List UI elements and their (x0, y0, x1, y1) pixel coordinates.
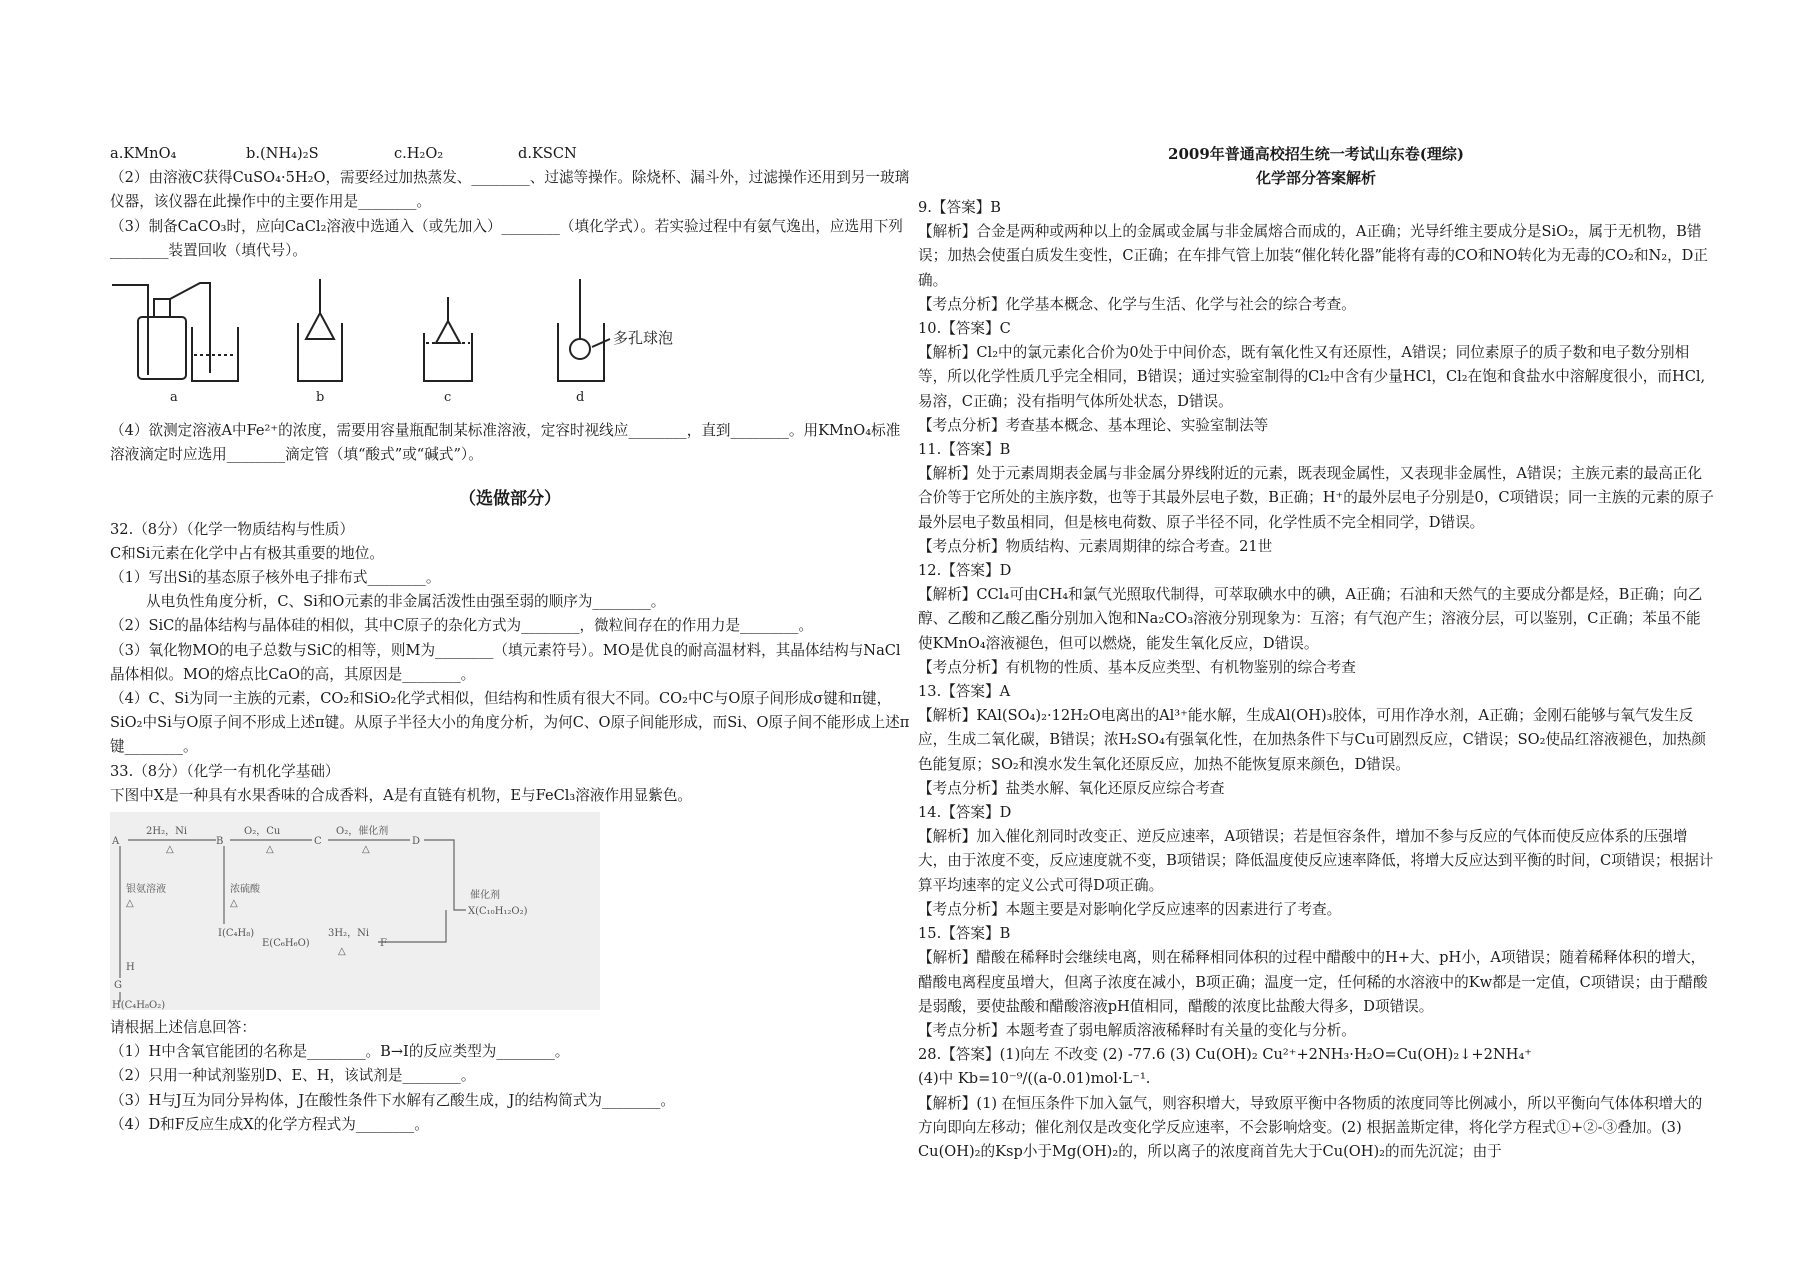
apparatus-label-d: d (576, 390, 585, 406)
answer-11: 11.【答案】B (918, 441, 1011, 459)
analysis-13: 【解析】KAl(SO₄)₂·12H₂O电离出的Al³⁺能水解，生成Al(OH)₃胶体，可用作净水剂，A正确；金刚石能够与氧气发生反应，生成二氧化碳，B错误；浓H₂SO₄有强氧化性，在加热条件下与Cu可剧烈反应，C错误；SO₂使品红溶液褪色，加热颜色能复原；SO₂和溴水发生氧化还原反应，加热不能恢复原来颜色，D错误。 (918, 707, 1706, 773)
flow-node-d: D (412, 836, 421, 848)
q32-heading: 32.（8分）（化学一物质结构与性质） (110, 520, 355, 538)
flow-node-f: F (380, 938, 387, 950)
analysis-15: 【解析】醋酸在稀释时会继续电离，则在稀释相同体积的过程中醋酸中的H+大、pH小，A项错误；随着稀释体积的增大，醋酸电离程度虽增大，但离子浓度在减小，B项正确；温度一定，任何稀的水溶液中的Kw都是一定值，C项错误；由于醋酸是弱酸，要使盐酸和醋酸溶液pH值相同，醋酸的浓度比盐酸大得多，D项错误。 (918, 949, 1708, 1015)
flow-delta-1: △ (166, 844, 174, 856)
point-analysis-11: 【考点分析】物质结构、元素周期律的综合考查。21世 (918, 537, 1273, 555)
left-column (110, 142, 910, 1137)
analysis-10: 【解析】Cl₂中的氯元素化合价为0处于中间价态，既有氧化性又有还原性，A错误；同位素原子的质子数和电子数分别相等，所以化学性质几乎完全相同，B错误；通过实验室制得的Cl₂中含有少量HCl，Cl₂在饱和食盐水中溶解度很小，而HCl,易溶，C正确；没有指明气体所处状态，D错误。 (918, 344, 1706, 410)
apparatus-label-b: b (316, 390, 325, 406)
answer-title: 2009年普通高校招生统一考试山东卷(理综) (1168, 145, 1464, 163)
flow-delta-5: △ (230, 898, 238, 910)
answer-12: 12.【答案】D (918, 562, 1012, 580)
point-analysis-14: 【考点分析】本题主要是对影响化学反应速率的因素进行了考查。 (918, 900, 1342, 918)
answer-28: 28.【答案】(1)向左 不改变 (2) -77.6 (3) Cu(OH)₂ Cu²⁺+2NH₃·H₂O=Cu(OH)₂↓+2NH₄⁺ (918, 1046, 1532, 1064)
flow-reagent-h2so4: 浓硫酸 (230, 884, 260, 896)
answer-28-part4: (4)中 Kb=10⁻⁹/((a-0.01)mol·L⁻¹. (918, 1070, 1151, 1088)
analysis-9: 【解析】合金是两种或两种以上的金属或金属与非金属熔合而成的，A正确；光导纤维主要成分是SiO₂，属于无机物，B错误；加热会使蛋白质发生变性，C正确；在车排气管上加装“催化转化器”能将有毒的CO和NO转化为无毒的CO₂和N₂，D正确。 (918, 223, 1708, 289)
reaction-flowchart-drawing (110, 812, 600, 1010)
apparatus-figure (110, 277, 910, 405)
point-analysis-12: 【考点分析】有机物的性质、基本反应类型、有机物鉴别的综合考查 (918, 658, 1356, 676)
option-d: d.KSCN (518, 145, 577, 162)
flow-delta-3: △ (362, 844, 370, 856)
flow-delta-4: △ (126, 898, 134, 910)
q33-part2: （2）只用一种试剂鉴别D、E、H，该试剂是________。 (110, 1067, 476, 1085)
option-c: c.H₂O₂ (394, 145, 444, 162)
q33-intro: 下图中X是一种具有水果香味的合成香料，A是有直链有机物，E与FeCl₃溶液作用显紫色。 (110, 786, 693, 804)
apparatus-label-c: c (444, 390, 452, 406)
flow-node-a: A (112, 836, 120, 848)
flow-catalyst: 催化剂 (470, 890, 500, 902)
apparatus-note: 多孔球泡 (613, 329, 674, 348)
answer-13: 13.【答案】A (918, 683, 1011, 701)
q32-part4: （4）C、Si为同一主族的元素，CO₂和SiO₂化学式相似，但结构和性质有很大不同。CO₂中C与O原子间形成σ键和π键，SiO₂中Si与O原子间不形成上述π键。从原子半径大小的角度分析，为何C、O原子间能形成，而Si、O原子间不能形成上述π键________。 (110, 690, 910, 756)
flow-h-label: H (126, 962, 135, 974)
flow-reagent-2: O₂，Cu (244, 826, 281, 838)
flow-node-g: G (114, 980, 122, 992)
answer-14: 14.【答案】D (918, 804, 1012, 822)
flow-delta-6: △ (338, 946, 346, 958)
q33-part3: （3）H与J互为同分异构体，J在酸性条件下水解有乙酸生成，J的结构简式为________。 (110, 1091, 675, 1109)
answer-15: 15.【答案】B (918, 925, 1011, 943)
flow-reagent-4: 3H₂，Ni (328, 928, 370, 940)
flow-delta-2: △ (266, 844, 274, 856)
flow-node-h: H(C₄H₈O₂) (112, 1000, 166, 1011)
analysis-14: 【解析】加入催化剂同时改变正、逆反应速率，A项错误；若是恒容条件，增加不参与反应的气体而使反应体系的压强增大，由于浓度不变，反应速度就不变，B项错误；降低温度使反应速率降低，将增大反应达到平衡的时间，C项错误；根据计算平均速率的定义公式可得D项正确。 (918, 828, 1714, 894)
q32-part1b: 从电负性角度分析，C、Si和O元素的非金属活泼性由强至弱的顺序为________。 (146, 593, 666, 611)
elective-section-title: （选做部分） (459, 489, 561, 510)
q31-options (110, 142, 910, 166)
flow-product-x: X(C₁₀H₁₂O₂) (468, 906, 528, 918)
answer-10: 10.【答案】C (918, 320, 1011, 338)
q32-intro: C和Si元素在化学中占有极其重要的地位。 (110, 544, 384, 562)
q33-part4: （4）D和F反应生成X的化学方程式为________。 (110, 1115, 429, 1133)
flow-reagent-naoh: 银氨溶液 (126, 884, 166, 896)
apparatus-label-a: a (170, 390, 178, 406)
flow-node-c: C (314, 836, 322, 848)
q31-part2: （2）由溶液C获得CuSO₄·5H₂O，需要经过加热蒸发、________、过滤等操作。除烧杯、漏斗外，过滤操作还用到另一玻璃仪器，该仪器在此操作中的主要作用是________。 (110, 169, 910, 211)
q33-part1: （1）H中含氧官能团的名称是________。B→I的反应类型为________。 (110, 1043, 570, 1061)
point-analysis-13: 【考点分析】盐类水解、氧化还原反应综合考查 (918, 779, 1225, 797)
flow-node-i: I(C₄H₈) (218, 928, 255, 940)
analysis-12: 【解析】CCl₄可由CH₄和氯气光照取代制得，可萃取碘水中的碘，A正确；石油和天然气的主要成分都是烃，B正确；向乙醇、乙酸和乙酸乙酯分别加入饱和Na₂CO₃溶液分别现象为：互溶；有气泡产生；溶液分层，可以鉴别，C正确；苯虽不能使KMnO₄溶液褪色，但可以燃烧，能发生氧化反应，D错误。 (918, 586, 1703, 652)
answer-9: 9.【答案】B (918, 199, 1002, 216)
point-analysis-10: 【考点分析】考查基本概念、基本理论、实验室制法等 (918, 416, 1269, 434)
q32-part2: （2）SiC的晶体结构与晶体硅的相似，其中C原子的杂化方式为________，微粒间存在的作用力是________。 (110, 617, 814, 635)
option-b: b.(NH₄)₂S (246, 145, 319, 162)
point-analysis-9: 【考点分析】化学基本概念、化学与生活、化学与社会的综合考查。 (918, 295, 1356, 313)
right-column (918, 142, 1714, 1164)
answer-subtitle: 化学部分答案解析 (1255, 169, 1376, 187)
q31-part4: （4）欲测定溶液A中Fe²⁺的浓度，需要用容量瓶配制某标准溶液，定容时视线应________，直到________。用KMnO₄标准溶液滴定时应选用________滴定管（填“酸式”或“碱式”）。 (110, 422, 901, 464)
q33-prompt: 请根据上述信息回答： (110, 1019, 256, 1037)
point-analysis-15: 【考点分析】本题考查了弱电解质溶液稀释时有关量的变化与分析。 (918, 1021, 1356, 1039)
analysis-11: 【解析】处于元素周期表金属与非金属分界线附近的元素，既表现金属性，又表现非金属性，A错误；主族元素的最高正化合价等于它所处的主族序数，也等于其最外层电子数，B正确；H⁺的最外层电子分别是0，C项错误；同一主族的元素的原子最外层电子数虽相同，但是核电荷数、原子半径不同，化学性质不完全相同学，D错误。 (918, 465, 1714, 531)
q32-part3: （3）氧化物MO的电子总数与SiC的相等，则M为________（填元素符号）。MO是优良的耐高温材料，其晶体结构与NaCl晶体相似。MO的熔点比CaO的高，其原因是________。 (110, 641, 901, 683)
flow-reagent-1: 2H₂，Ni (146, 826, 188, 838)
flow-reagent-3: O₂，催化剂 (336, 826, 389, 838)
q32-part1a: （1）写出Si的基态原子核外电子排布式________。 (110, 569, 441, 587)
flow-node-b: B (216, 836, 224, 848)
option-a: a.KMnO₄ (110, 145, 177, 162)
analysis-28: 【解析】(1) 在恒压条件下加入氩气，则容积增大，导致原平衡中各物质的浓度同等比例减小，所以平衡向气体体积增大的方向即向左移动；催化剂仅是改变化学反应速率，不会影响焓变。(2) 根据盖斯定律，将化学方程式①+②-③叠加。(3) Cu(OH)₂的Ksp小于Mg(OH)₂的，所以离子的浓度商首先大于Cu(OH)₂的而先沉淀；由于 (918, 1094, 1703, 1160)
q31-part3: （3）制备CaCO₃时，应向CaCl₂溶液中选通入（或先加入）________（填化学式）。若实验过程中有氨气逸出，应选用下列________装置回收（填代号）。 (110, 217, 903, 259)
flow-node-e: E(C₆H₆O) (262, 938, 310, 950)
q33-heading: 33.（8分）（化学一有机化学基础） (110, 762, 340, 780)
reaction-flowchart (110, 812, 600, 1010)
apparatus-drawing (110, 277, 710, 405)
